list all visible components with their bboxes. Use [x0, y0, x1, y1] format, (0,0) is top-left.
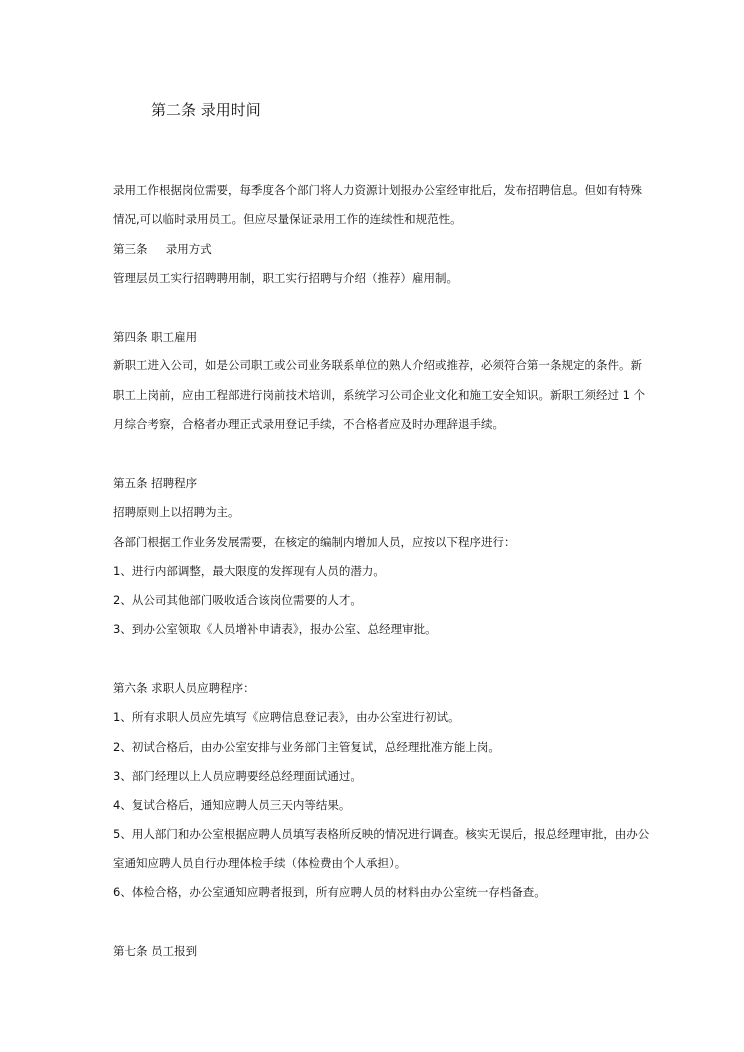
- section-4-heading: 第四条 职工雇用: [113, 330, 198, 344]
- section-6-list-item-4: 4、复试合格后，通知应聘人员三天内等结果。: [113, 798, 351, 812]
- section-3-heading: 第三条 录用方式: [113, 242, 212, 256]
- section-6-list-item-1: 1、所有求职人员应先填写《应聘信息登记表》，由办公室进行初试。: [113, 710, 460, 724]
- section-4-paragraph-line-1: 新职工进入公司，如是公司职工或公司业务联系单位的熟人介绍或推荐，必须符合第一条规定的条件。新: [113, 358, 642, 372]
- section-5-paragraph-2: 各部门根据工作业务发展需要，在核定的编制内增加人员，应按以下程序进行：: [113, 535, 516, 549]
- section-6-list-item-5-line-2: 室通知应聘人员自行办理体检手续（体检费由个人承担）。: [113, 856, 407, 870]
- section-6-list-item-3: 3、部门经理以上人员应聘要经总经理面试通过。: [113, 769, 362, 783]
- section-5-list-item-2: 2、从公司其他部门吸收适合该岗位需要的人才。: [113, 593, 362, 607]
- section-4-paragraph-line-3: 月综合考察，合格者办理正式录用登记手续，不合格者应及时办理辞退手续。: [113, 417, 504, 431]
- section-5-list-item-3: 3、到办公室领取《人员增补申请表》，报办公室、总经理审批。: [113, 622, 437, 636]
- section-6-list-item-6: 6、体检合格，办公室通知应聘者报到，所有应聘人员的材料由办公室统一存档备查。: [113, 885, 546, 899]
- section-6-list-item-2: 2、初试合格后，由办公室安排与业务部门主管复试，总经理批准方能上岗。: [113, 740, 500, 754]
- section-2-paragraph-line-1: 录用工作根据岗位需要，每季度各个部门将人力资源计划报办公室经审批后，发布招聘信息。但如有特殊: [113, 183, 642, 197]
- section-2-heading: 第二条 录用时间: [151, 101, 261, 119]
- section-2-paragraph-line-2: 情况,可以临时录用员工。但应尽量保证录用工作的连续性和规范性。: [113, 212, 462, 226]
- section-3-paragraph: 管理层员工实行招聘聘用制，职工实行招聘与介绍（推荐）雇用制。: [113, 271, 458, 285]
- section-5-heading: 第五条 招聘程序: [113, 476, 198, 490]
- section-5-paragraph-1: 招聘原则上以招聘为主。: [113, 505, 240, 519]
- section-5-list-item-1: 1、进行内部调整，最大限度的发挥现有人员的潜力。: [113, 564, 385, 578]
- section-7-heading: 第七条 员工报到: [113, 944, 198, 958]
- section-4-paragraph-line-2: 职工上岗前，应由工程部进行岗前技术培训，系统学习公司企业文化和施工安全知识。新职工须经过 1 个: [113, 388, 646, 402]
- section-6-list-item-5-line-1: 5、用人部门和办公室根据应聘人员填写表格所反映的情况进行调查。核实无误后，报总经理审批，由办公: [113, 827, 650, 841]
- section-6-heading: 第六条 求职人员应聘程序：: [113, 681, 255, 695]
